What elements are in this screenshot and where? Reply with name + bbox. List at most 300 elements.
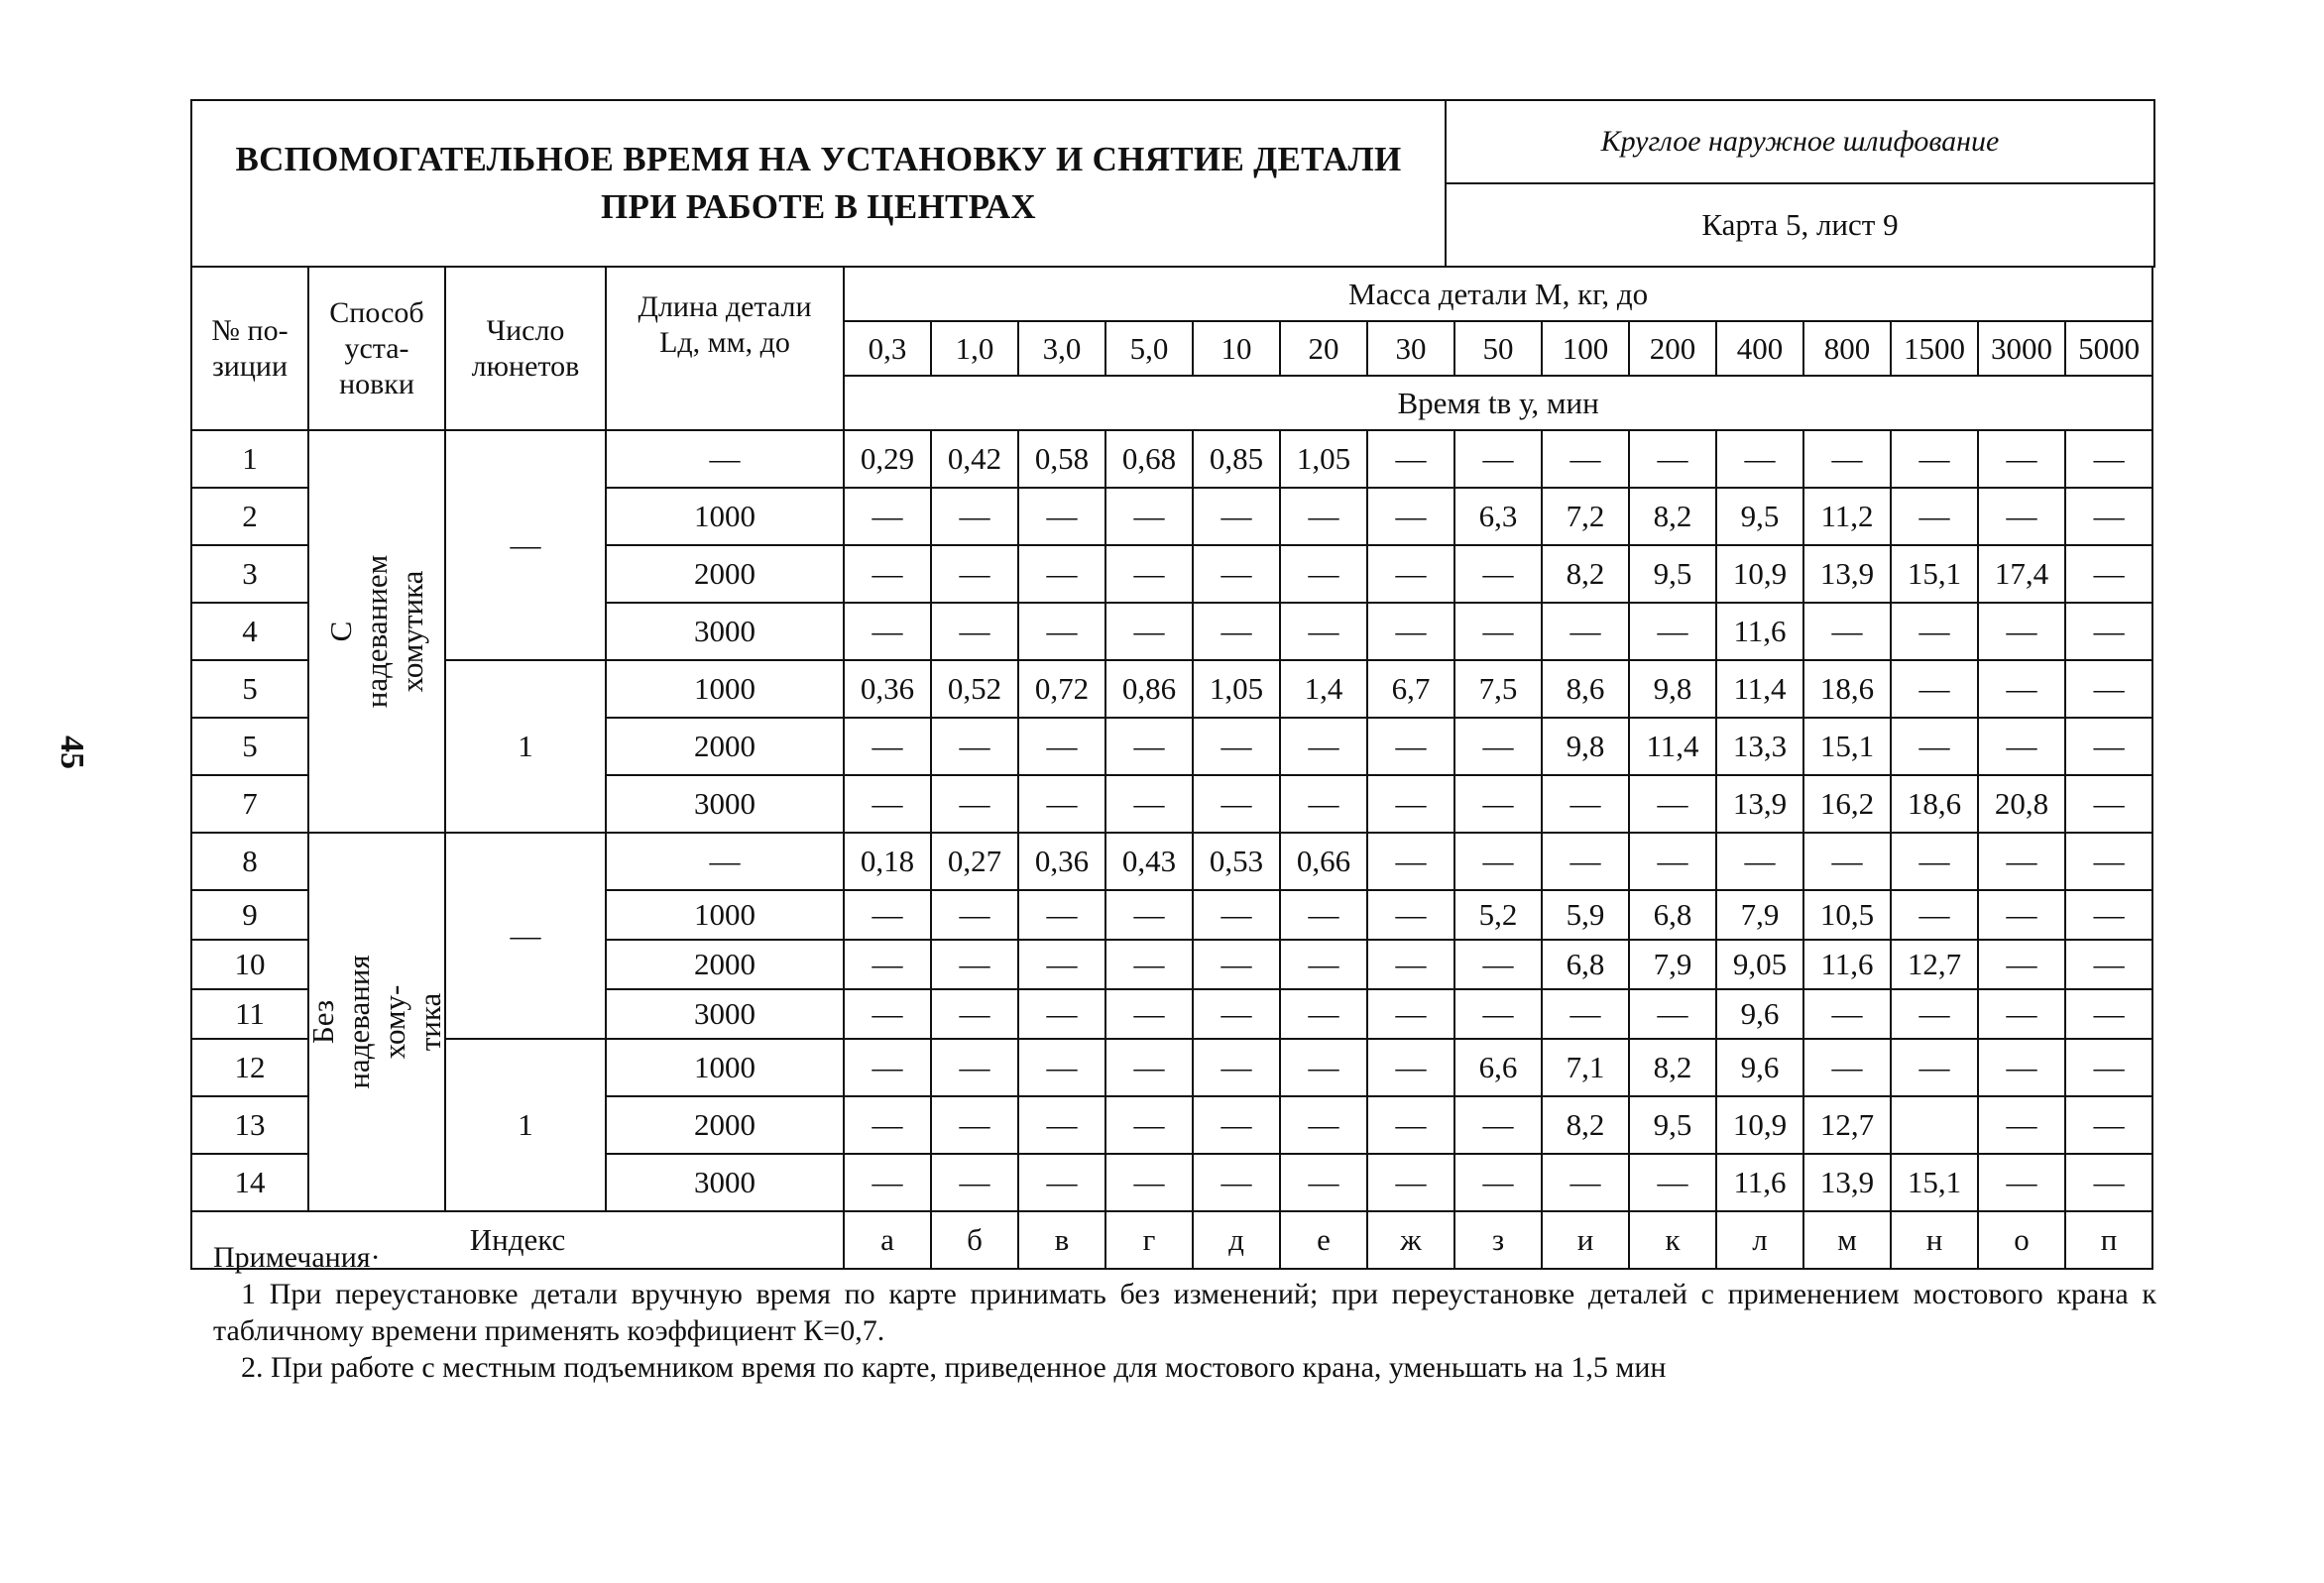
index-letter: м: [1803, 1211, 1891, 1269]
index-letter: и: [1542, 1211, 1629, 1269]
time-cell: —: [1018, 718, 1105, 775]
position-cell: 5: [191, 718, 308, 775]
time-cell: —: [2065, 940, 2152, 989]
time-cell: —: [1629, 1154, 1716, 1211]
time-cell: —: [1978, 1154, 2065, 1211]
time-cell: 0,27: [931, 833, 1018, 890]
time-cell: 18,6: [1803, 660, 1891, 718]
time-cell: —: [1105, 603, 1193, 660]
time-cell: [1891, 1096, 1978, 1154]
time-cell: —: [1629, 775, 1716, 833]
time-cell: 11,4: [1629, 718, 1716, 775]
time-cell: —: [1367, 1039, 1454, 1096]
length-cell: 1000: [606, 1039, 844, 1096]
time-cell: —: [1978, 718, 2065, 775]
time-cell: 10,9: [1716, 545, 1803, 603]
time-cell: —: [2065, 603, 2152, 660]
notes: [213, 1239, 2156, 1386]
time-cell: 10,9: [1716, 1096, 1803, 1154]
time-cell: —: [1280, 545, 1367, 603]
time-cell: —: [1454, 940, 1542, 989]
time-cell: —: [1193, 775, 1280, 833]
time-cell: —: [1193, 890, 1280, 940]
time-cell: —: [1367, 1096, 1454, 1154]
time-cell: —: [1193, 940, 1280, 989]
time-cell: —: [1891, 660, 1978, 718]
time-cell: —: [1105, 890, 1193, 940]
time-cell: —: [1542, 603, 1629, 660]
time-cell: 20,8: [1978, 775, 2065, 833]
time-cell: —: [1280, 603, 1367, 660]
time-cell: —: [1018, 1154, 1105, 1211]
length-cell: —: [606, 833, 844, 890]
time-cell: —: [1454, 718, 1542, 775]
mass-value-8: 50: [1454, 321, 1542, 376]
time-cell: —: [1105, 718, 1193, 775]
index-letter: е: [1280, 1211, 1367, 1269]
time-cell: 7,9: [1629, 940, 1716, 989]
time-cell: —: [1280, 1039, 1367, 1096]
time-cell: —: [1193, 989, 1280, 1039]
time-cell: —: [1629, 989, 1716, 1039]
position-cell: 3: [191, 545, 308, 603]
time-cell: —: [1018, 890, 1105, 940]
time-cell: —: [1978, 660, 2065, 718]
time-cell: 11,6: [1716, 603, 1803, 660]
notes-heading-text: Примечания: [213, 1241, 371, 1274]
time-cell: —: [2065, 1154, 2152, 1211]
time-cell: 1,05: [1193, 660, 1280, 718]
method-cell-1: [308, 430, 445, 833]
time-cell: —: [1280, 1096, 1367, 1154]
length-cell: 2000: [606, 718, 844, 775]
time-cell: —: [1454, 989, 1542, 1039]
time-cell: 16,2: [1803, 775, 1891, 833]
card-title-line1: ВСПОМОГАТЕЛЬНОЕ ВРЕМЯ НА УСТАНОВКУ И СНЯТИЕ ДЕТАЛИ: [235, 140, 1402, 178]
time-cell: 9,8: [1629, 660, 1716, 718]
steadies-header: [445, 267, 606, 430]
card-header: [190, 99, 2155, 268]
time-cell: —: [1105, 1154, 1193, 1211]
time-cell: 6,7: [1367, 660, 1454, 718]
mass-value-11: 400: [1716, 321, 1803, 376]
time-cell: —: [1280, 940, 1367, 989]
time-cell: 0,66: [1280, 833, 1367, 890]
time-cell: —: [931, 989, 1018, 1039]
time-cell: —: [931, 890, 1018, 940]
index-letter: н: [1891, 1211, 1978, 1269]
time-cell: —: [844, 718, 931, 775]
time-cell: 0,85: [1193, 430, 1280, 488]
mass-value-12: 800: [1803, 321, 1891, 376]
time-cell: —: [1018, 1096, 1105, 1154]
time-cell: —: [1280, 989, 1367, 1039]
length-cell: 3000: [606, 775, 844, 833]
index-label: Индекс: [191, 1211, 844, 1269]
time-cell: —: [1367, 833, 1454, 890]
time-cell: —: [1193, 488, 1280, 545]
time-cell: —: [1454, 603, 1542, 660]
time-cell: 0,68: [1105, 430, 1193, 488]
time-cell: 13,9: [1803, 545, 1891, 603]
length-cell: 1000: [606, 890, 844, 940]
time-cell: 13,3: [1716, 718, 1803, 775]
time-cell: —: [1978, 833, 2065, 890]
time-table: [190, 266, 2153, 1270]
time-cell: 1,4: [1280, 660, 1367, 718]
time-cell: 9,6: [1716, 1039, 1803, 1096]
card-title-line2: ПРИ РАБОТЕ В ЦЕНТРАХ: [600, 187, 1036, 226]
time-cell: 0,53: [1193, 833, 1280, 890]
position-cell: 12: [191, 1039, 308, 1096]
position-cell: 5: [191, 660, 308, 718]
page-number: 45: [54, 735, 90, 769]
time-cell: —: [1105, 1039, 1193, 1096]
time-cell: —: [1454, 1096, 1542, 1154]
position-cell: 9: [191, 890, 308, 940]
time-cell: 0,18: [844, 833, 931, 890]
time-cell: —: [2065, 488, 2152, 545]
time-cell: —: [844, 1096, 931, 1154]
length-cell: 3000: [606, 1154, 844, 1211]
table-row: [191, 430, 2152, 488]
time-cell: 7,1: [1542, 1039, 1629, 1096]
time-cell: —: [2065, 718, 2152, 775]
time-cell: —: [1018, 775, 1105, 833]
length-header-text: Длина детали Lд, мм, до: [638, 290, 812, 359]
time-cell: —: [2065, 989, 2152, 1039]
time-cell: —: [1105, 1096, 1193, 1154]
index-letter: п: [2065, 1211, 2152, 1269]
time-cell: —: [1454, 545, 1542, 603]
time-cell: —: [844, 1039, 931, 1096]
position-cell: 11: [191, 989, 308, 1039]
time-cell: —: [844, 1154, 931, 1211]
time-cell: —: [1542, 775, 1629, 833]
method-header-text: Способ уста- новки: [329, 295, 424, 400]
time-cell: —: [1454, 833, 1542, 890]
time-cell: —: [1193, 1039, 1280, 1096]
time-cell: 7,2: [1542, 488, 1629, 545]
time-cell: —: [2065, 833, 2152, 890]
position-header: [191, 267, 308, 430]
time-cell: —: [1018, 545, 1105, 603]
time-cell: —: [1454, 1154, 1542, 1211]
time-cell: —: [1280, 775, 1367, 833]
time-cell: —: [2065, 1096, 2152, 1154]
index-letter: л: [1716, 1211, 1803, 1269]
time-cell: —: [844, 545, 931, 603]
time-cell: —: [1978, 430, 2065, 488]
time-cell: —: [1367, 989, 1454, 1039]
time-cell: —: [2065, 1039, 2152, 1096]
time-cell: 8,6: [1542, 660, 1629, 718]
time-cell: 6,8: [1542, 940, 1629, 989]
time-cell: —: [1193, 545, 1280, 603]
method-text: С надеванием хомутика: [323, 554, 429, 709]
time-cell: 7,9: [1716, 890, 1803, 940]
time-cell: —: [1105, 989, 1193, 1039]
position-cell: 7: [191, 775, 308, 833]
time-cell: —: [2065, 775, 2152, 833]
time-cell: 9,5: [1716, 488, 1803, 545]
time-cell: 9,8: [1542, 718, 1629, 775]
time-cell: 11,2: [1803, 488, 1891, 545]
steadies-cell: 1: [445, 660, 606, 833]
time-cell: 0,42: [931, 430, 1018, 488]
time-cell: —: [1978, 989, 2065, 1039]
time-cell: —: [931, 718, 1018, 775]
time-cell: —: [2065, 545, 2152, 603]
time-cell: 8,2: [1542, 1096, 1629, 1154]
time-cell: —: [931, 488, 1018, 545]
position-cell: 2: [191, 488, 308, 545]
time-cell: 18,6: [1891, 775, 1978, 833]
time-cell: —: [1367, 545, 1454, 603]
card-title: [191, 100, 1446, 267]
index-letter: б: [931, 1211, 1018, 1269]
time-cell: —: [1367, 890, 1454, 940]
time-header: Время tв у, мин: [844, 376, 2152, 430]
time-cell: —: [1105, 545, 1193, 603]
time-cell: —: [1803, 989, 1891, 1039]
time-cell: —: [844, 989, 931, 1039]
time-cell: —: [1978, 1096, 2065, 1154]
time-cell: —: [1105, 775, 1193, 833]
time-cell: —: [1716, 430, 1803, 488]
index-letter: к: [1629, 1211, 1716, 1269]
time-cell: —: [931, 603, 1018, 660]
index-letter: з: [1454, 1211, 1542, 1269]
time-cell: 10,5: [1803, 890, 1891, 940]
time-cell: 8,2: [1629, 1039, 1716, 1096]
time-cell: 0,58: [1018, 430, 1105, 488]
notes-heading: Примечания·: [213, 1241, 381, 1274]
time-cell: —: [2065, 660, 2152, 718]
section-name: Круглое наружное шлифование: [1446, 100, 2154, 183]
index-letter: в: [1018, 1211, 1105, 1269]
time-cell: —: [1803, 430, 1891, 488]
mass-header: Масса детали М, кг, до: [844, 267, 2152, 321]
length-cell: 3000: [606, 603, 844, 660]
time-cell: —: [931, 775, 1018, 833]
mass-value-6: 20: [1280, 321, 1367, 376]
time-cell: 0,43: [1105, 833, 1193, 890]
time-cell: 0,86: [1105, 660, 1193, 718]
time-cell: 5,2: [1454, 890, 1542, 940]
time-cell: 7,5: [1454, 660, 1542, 718]
time-cell: 0,36: [1018, 833, 1105, 890]
steadies-cell: —: [445, 833, 606, 1039]
time-cell: —: [1193, 718, 1280, 775]
time-cell: —: [1367, 488, 1454, 545]
length-cell: 1000: [606, 488, 844, 545]
mass-value-4: 5,0: [1105, 321, 1193, 376]
mass-value-14: 3000: [1978, 321, 2065, 376]
time-cell: —: [844, 488, 931, 545]
time-cell: —: [1280, 1154, 1367, 1211]
time-cell: 1,05: [1280, 430, 1367, 488]
time-cell: —: [1891, 603, 1978, 660]
time-cell: —: [1018, 603, 1105, 660]
time-cell: —: [1367, 940, 1454, 989]
table-row: [191, 660, 2152, 718]
time-cell: —: [931, 1039, 1018, 1096]
time-table-body: [191, 430, 2152, 1269]
time-cell: —: [1978, 603, 2065, 660]
time-cell: —: [1193, 1096, 1280, 1154]
time-cell: —: [844, 775, 931, 833]
mass-value-5: 10: [1193, 321, 1280, 376]
position-cell: 10: [191, 940, 308, 989]
time-cell: —: [1367, 775, 1454, 833]
mass-value-15: 5000: [2065, 321, 2152, 376]
time-cell: —: [931, 1096, 1018, 1154]
index-letter: а: [844, 1211, 931, 1269]
time-cell: —: [1280, 718, 1367, 775]
table-row: [191, 833, 2152, 890]
time-cell: —: [1716, 833, 1803, 890]
time-cell: 0,72: [1018, 660, 1105, 718]
time-cell: —: [844, 940, 931, 989]
index-letter: д: [1193, 1211, 1280, 1269]
time-cell: 13,9: [1803, 1154, 1891, 1211]
position-cell: 14: [191, 1154, 308, 1211]
time-cell: —: [1280, 488, 1367, 545]
time-cell: 0,29: [844, 430, 931, 488]
time-cell: —: [1367, 603, 1454, 660]
time-cell: 5,9: [1542, 890, 1629, 940]
time-cell: —: [1629, 430, 1716, 488]
time-cell: 11,6: [1803, 940, 1891, 989]
length-cell: 3000: [606, 989, 844, 1039]
time-cell: —: [1891, 718, 1978, 775]
length-cell: 2000: [606, 940, 844, 989]
time-cell: 11,6: [1716, 1154, 1803, 1211]
table-row: [191, 1039, 2152, 1096]
mass-value-9: 100: [1542, 321, 1629, 376]
method-cell-2: [305, 833, 447, 1211]
time-cell: 6,3: [1454, 488, 1542, 545]
time-cell: 15,1: [1803, 718, 1891, 775]
index-letter: ж: [1367, 1211, 1454, 1269]
time-cell: 15,1: [1891, 1154, 1978, 1211]
time-cell: 0,36: [844, 660, 931, 718]
note-1: 1 При переустановке детали вручную время по карте принимать без изменений; при переустановке деталей с применением мостового крана к табличному времени применять коэффициент К=0,7.: [213, 1278, 2156, 1347]
mass-value-7: 30: [1367, 321, 1454, 376]
time-cell: 11,4: [1716, 660, 1803, 718]
time-cell: —: [1978, 940, 2065, 989]
length-cell: 1000: [606, 660, 844, 718]
position-cell: 1: [191, 430, 308, 488]
time-cell: —: [2065, 430, 2152, 488]
time-cell: —: [1280, 890, 1367, 940]
card-number: Карта 5, лист 9: [1446, 183, 2154, 267]
time-cell: 12,7: [1803, 1096, 1891, 1154]
steadies-cell: —: [445, 430, 606, 660]
mass-value-10: 200: [1629, 321, 1716, 376]
time-cell: —: [1105, 940, 1193, 989]
length-cell: —: [606, 430, 844, 488]
time-cell: —: [1891, 1039, 1978, 1096]
time-cell: —: [1367, 1154, 1454, 1211]
time-cell: —: [1803, 833, 1891, 890]
time-cell: —: [1018, 940, 1105, 989]
time-cell: —: [1803, 1039, 1891, 1096]
reference-card: [190, 99, 2153, 1270]
time-cell: 9,5: [1629, 545, 1716, 603]
time-cell: —: [1542, 1154, 1629, 1211]
time-cell: —: [1542, 430, 1629, 488]
time-cell: —: [1891, 430, 1978, 488]
time-cell: —: [1891, 890, 1978, 940]
steadies-header-text: Число люнетов: [471, 313, 580, 383]
time-cell: —: [1891, 488, 1978, 545]
time-cell: —: [931, 545, 1018, 603]
mass-value-13: 1500: [1891, 321, 1978, 376]
time-cell: —: [1629, 603, 1716, 660]
time-cell: —: [844, 890, 931, 940]
time-cell: —: [931, 1154, 1018, 1211]
time-cell: —: [1542, 833, 1629, 890]
time-cell: —: [1367, 718, 1454, 775]
mass-value-1: 0,3: [844, 321, 931, 376]
time-cell: —: [1454, 775, 1542, 833]
mass-value-3: 3,0: [1018, 321, 1105, 376]
length-cell: 2000: [606, 1096, 844, 1154]
steadies-cell: 1: [445, 1039, 606, 1211]
time-cell: —: [1803, 603, 1891, 660]
time-cell: 9,6: [1716, 989, 1803, 1039]
time-cell: 15,1: [1891, 545, 1978, 603]
time-cell: —: [1018, 488, 1105, 545]
time-cell: —: [1454, 430, 1542, 488]
length-header: [606, 267, 844, 430]
method-header: [308, 267, 445, 430]
time-cell: —: [1542, 989, 1629, 1039]
time-cell: 13,9: [1716, 775, 1803, 833]
time-cell: —: [1018, 989, 1105, 1039]
time-cell: 6,6: [1454, 1039, 1542, 1096]
position-header-text: № по- зиции: [211, 313, 289, 383]
time-cell: 8,2: [1542, 545, 1629, 603]
time-cell: —: [1978, 890, 2065, 940]
time-cell: 0,52: [931, 660, 1018, 718]
index-letter: о: [1978, 1211, 2065, 1269]
time-cell: —: [1891, 833, 1978, 890]
time-cell: 6,8: [1629, 890, 1716, 940]
time-cell: —: [1367, 430, 1454, 488]
position-cell: 8: [191, 833, 308, 890]
time-cell: 9,05: [1716, 940, 1803, 989]
time-cell: —: [1978, 488, 2065, 545]
time-cell: —: [844, 603, 931, 660]
time-cell: 12,7: [1891, 940, 1978, 989]
time-cell: 8,2: [1629, 488, 1716, 545]
time-cell: —: [931, 940, 1018, 989]
time-cell: —: [1105, 488, 1193, 545]
method-text: Без надевания хому- тика: [305, 955, 447, 1089]
mass-value-2: 1,0: [931, 321, 1018, 376]
time-cell: —: [2065, 890, 2152, 940]
time-cell: —: [1629, 833, 1716, 890]
time-cell: —: [1193, 1154, 1280, 1211]
time-cell: —: [1891, 989, 1978, 1039]
note-2: 2. При работе с местным подъемником время по карте, приведенное для мостового крана, уменьшать на 1,5 мин: [241, 1351, 1667, 1384]
time-cell: —: [1978, 1039, 2065, 1096]
time-cell: 17,4: [1978, 545, 2065, 603]
length-cell: 2000: [606, 545, 844, 603]
